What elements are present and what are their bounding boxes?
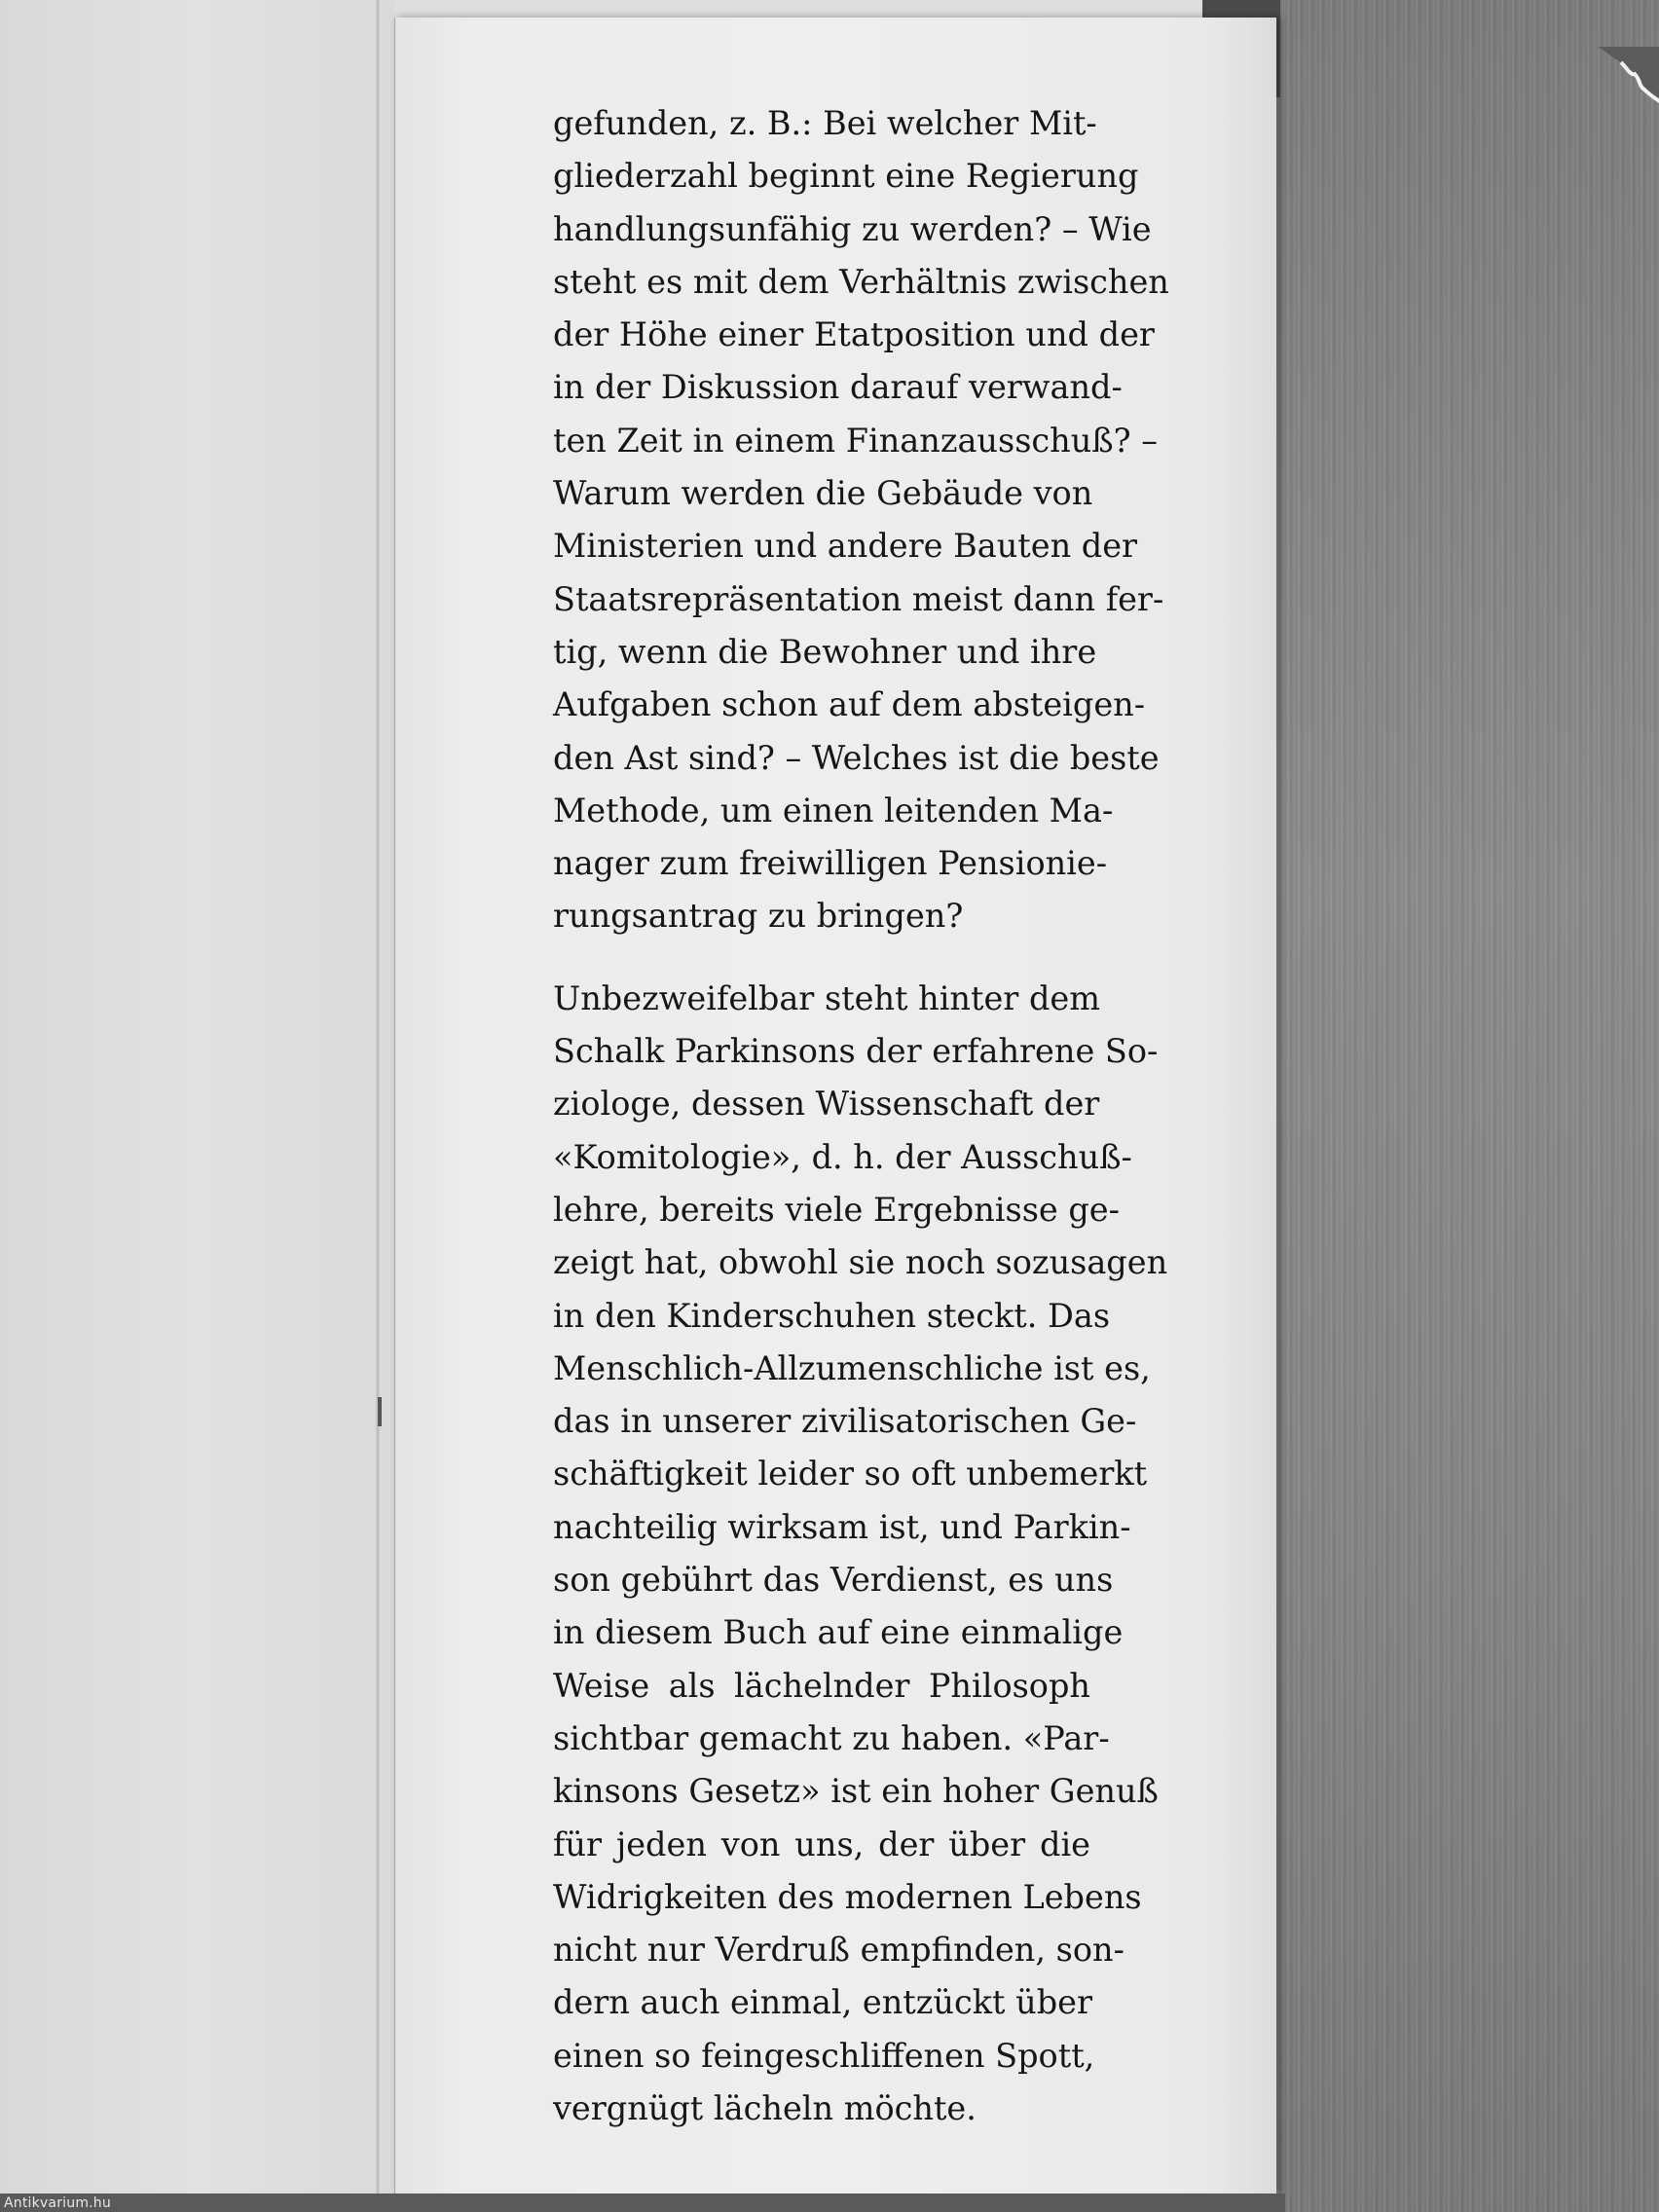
text-line: Menschlich-Allzumenschliche ist es, [553, 1348, 1151, 1387]
text-line: «Komitologie», d. h. der Ausschuß- [553, 1137, 1132, 1176]
text-line: gefunden, z. B.: Bei welcher Mit- [553, 104, 1097, 142]
text-line: für jeden von uns, der über die [553, 1825, 1090, 1863]
text-line: Schalk Parkinsons der erfahrene So- [553, 1032, 1159, 1071]
text-line: Weise als lächelnder Philosoph [553, 1666, 1090, 1705]
text-line: rungsantrag zu bringen? [553, 897, 964, 936]
text-line: schäftigkeit leider so oft unbemerkt [553, 1455, 1148, 1493]
paragraph [553, 97, 1169, 943]
page-mark [378, 1397, 382, 1426]
watermark: Antikvarium.hu [4, 2195, 111, 2211]
text-line: steht es mit dem Verhältnis zwischen [553, 262, 1169, 301]
text-line: vergnügt lächeln möchte. [553, 2088, 977, 2127]
text-line: Widrigkeiten des modernen Lebens [553, 1877, 1142, 1916]
text-line: ten Zeit in einem Finanzausschuß? – [553, 421, 1159, 460]
text-line: ziologe, dessen Wissenschaft der [553, 1085, 1100, 1124]
page-crease [376, 0, 380, 2195]
text-line: der Höhe einer Etatposition und der [553, 315, 1155, 354]
background-surface [1266, 0, 1659, 2212]
text-line: in diesem Buch auf eine einmalige [553, 1613, 1124, 1652]
text-line: Methode, um einen leitenden Ma- [553, 791, 1114, 830]
bottom-edge [0, 2194, 1285, 2212]
text-line: Warum werden die Gebäude von [553, 474, 1093, 513]
text-line: kinsons Gesetz» ist ein hoher Genuß [553, 1772, 1159, 1811]
text-line: den Ast sind? – Welches ist die beste [553, 738, 1160, 777]
text-line: son gebührt das Verdienst, es uns [553, 1561, 1114, 1600]
torn-corner-icon [1588, 47, 1659, 125]
flap-text [553, 97, 1169, 2135]
text-line: dern auch einmal, entzückt über [553, 1983, 1093, 2022]
text-line: Staatsrepräsentation meist dann fer- [553, 579, 1164, 618]
text-line: Ministerien und andere Bauten der [553, 527, 1138, 566]
paragraph [553, 973, 1168, 2136]
text-line: in den Kinderschuhen steckt. Das [553, 1296, 1111, 1335]
text-line: in der Diskussion darauf verwand- [553, 368, 1123, 407]
text-line: handlungsunfähig zu werden? – Wie [553, 209, 1152, 248]
text-line: zeigt hat, obwohl sie noch sozusagen [553, 1243, 1168, 1282]
text-line: Aufgaben schon auf dem absteigen- [553, 685, 1146, 724]
text-line: nachteilig wirksam ist, und Parkin- [553, 1507, 1131, 1546]
text-line: Unbezweifelbar steht hinter dem [553, 978, 1100, 1017]
text-line: nager zum freiwilligen Pensionie- [553, 844, 1108, 883]
left-page [0, 0, 396, 2195]
text-line: das in unserer zivilisatorischen Ge- [553, 1402, 1137, 1441]
text-line: tig, wenn die Bewohner und ihre [553, 632, 1097, 671]
text-line: lehre, bereits viele Ergebnisse ge- [553, 1190, 1120, 1229]
text-line: einen so feingeschliffenen Spott, [553, 2036, 1095, 2075]
text-line: gliederzahl beginnt eine Regierung [553, 157, 1139, 196]
text-line: sichtbar gemacht zu haben. «Par- [553, 1718, 1110, 1757]
text-line: nicht nur Verdruß empfinden, son- [553, 1931, 1124, 1970]
